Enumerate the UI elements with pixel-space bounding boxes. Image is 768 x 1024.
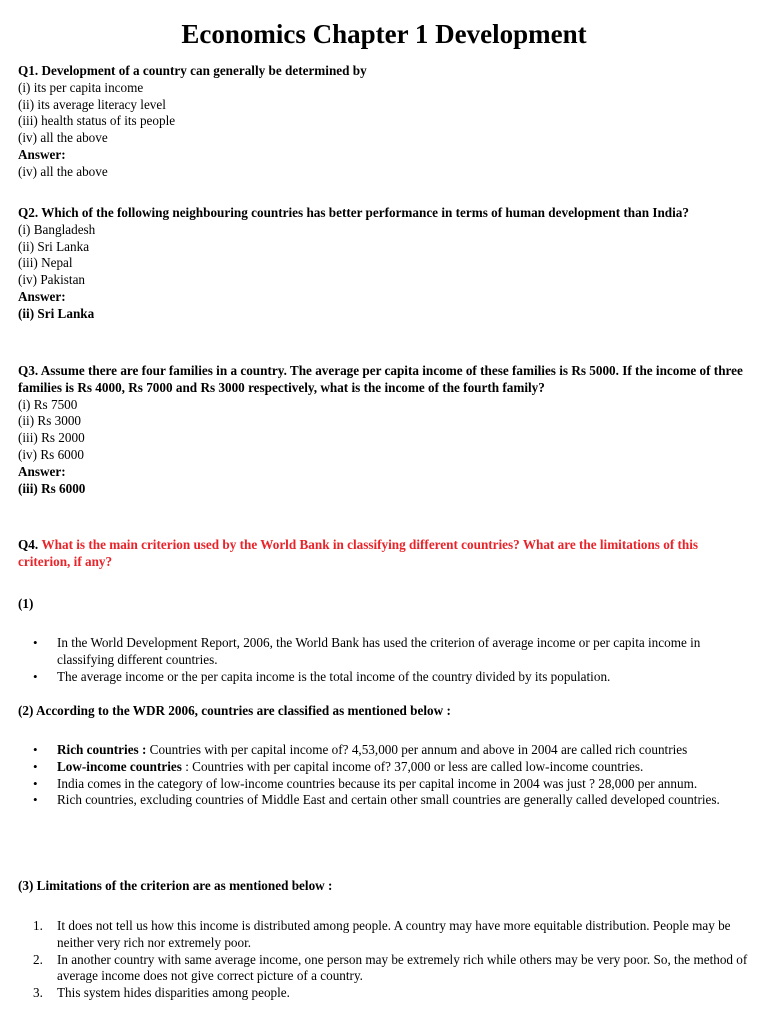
list-item-lead: Low-income countries bbox=[57, 758, 182, 774]
answer-label: Answer: bbox=[18, 288, 66, 304]
question-4-label: Q4. bbox=[18, 537, 39, 552]
list-item bbox=[18, 918, 753, 952]
list-item bbox=[18, 985, 753, 1002]
list-item bbox=[18, 952, 753, 986]
question-2-option: (ii) Sri Lanka bbox=[18, 238, 90, 254]
question-3 bbox=[18, 363, 753, 497]
list-item-text: In another country with same average income, one person may be extremely rich while others may be very poor. So, the method of average income does not give correct picture of a country. bbox=[57, 951, 748, 984]
question-3-option: (ii) Rs 3000 bbox=[18, 413, 82, 429]
list-item-text: : Countries with per capital income of? 37,000 or less are called low-income countries. bbox=[181, 758, 644, 774]
list-item bbox=[18, 792, 753, 809]
section-1-list bbox=[18, 635, 753, 685]
question-4-prompt: What is the main criterion used by the World Bank in classifying different countries? What are the limitations of this criterion, if any? bbox=[18, 537, 699, 569]
list-item-text: Countries with per capital income of? 4,53,000 per annum and above in 2004 are called rich countries bbox=[146, 742, 688, 757]
list-item-number: 3. bbox=[33, 985, 43, 1001]
list-item-lead: Rich countries : bbox=[57, 742, 147, 757]
list-item-text: This system hides disparities among people. bbox=[57, 985, 290, 1001]
question-4 bbox=[18, 537, 753, 571]
question-3-option: (iv) Rs 6000 bbox=[18, 446, 84, 462]
list-item bbox=[18, 759, 753, 776]
question-4-text bbox=[18, 537, 753, 571]
question-2-option: (i) Bangladesh bbox=[18, 221, 96, 237]
question-3-answer: (iii) Rs 6000 bbox=[18, 480, 86, 496]
answer-label: Answer: bbox=[18, 463, 66, 479]
section-3-list bbox=[18, 918, 753, 1002]
question-2-text: Q2. Which of the following neighbouring countries has better performance in terms of human development than India? bbox=[18, 205, 689, 220]
section-2-list bbox=[18, 742, 753, 809]
list-item bbox=[18, 742, 753, 759]
question-2-option: (iv) Pakistan bbox=[18, 272, 86, 288]
list-item-text: Rich countries, excluding countries of Middle East and certain other small countries are generally called developed countries. bbox=[57, 792, 720, 808]
list-item-number: 1. bbox=[33, 918, 43, 933]
question-3-text: Q3. Assume there are four families in a country. The average per capita income of these families is Rs 5000. If the income of three families is Rs 4000, Rs 7000 and Rs 3000 respectively, what is the income of the fourth family? bbox=[18, 363, 743, 395]
answer-label: Answer: bbox=[18, 146, 66, 162]
question-1-option: (iv) all the above bbox=[18, 130, 108, 146]
question-1-option: (ii) its average literacy level bbox=[18, 96, 166, 112]
list-item: • The average income or the per capita income is the total income of the country divided by its population. bbox=[18, 669, 753, 686]
question-1-option: (i) its per capita income bbox=[18, 79, 144, 95]
question-1 bbox=[18, 63, 753, 181]
question-1-text: Q1. Development of a country can generally be determined by bbox=[18, 63, 367, 78]
question-3-option: (iii) Rs 2000 bbox=[18, 430, 85, 446]
question-2 bbox=[18, 205, 753, 323]
question-2-answer: (ii) Sri Lanka bbox=[18, 305, 95, 321]
list-item-number: 2. bbox=[33, 951, 43, 967]
question-2-option: (iii) Nepal bbox=[18, 255, 73, 271]
list-item-text: It does not tell us how this income is distributed among people. A country may have more equitable distribution. People may be neither very rich nor extremely poor. bbox=[57, 918, 731, 950]
question-3-option: (i) Rs 7500 bbox=[18, 396, 78, 412]
question-1-answer: (iv) all the above bbox=[18, 163, 108, 179]
page-title: Economics Chapter 1 Development bbox=[181, 19, 587, 49]
list-item: • In the World Development Report, 2006, the World Bank has used the criterion of average income or per capita income in classifying different countries. bbox=[18, 635, 753, 669]
section-2-heading: (2) According to the WDR 2006, countries are classified as mentioned below : bbox=[18, 703, 451, 718]
list-item bbox=[18, 776, 753, 793]
question-1-option: (iii) health status of its people bbox=[18, 113, 176, 129]
list-item-text: India comes in the category of low-income countries because its per capital income in 2004 was just ? 28,000 per annum. bbox=[57, 775, 698, 791]
section-1-heading: (1) bbox=[18, 596, 34, 611]
section-3-heading: (3) Limitations of the criterion are as mentioned below : bbox=[18, 878, 333, 893]
